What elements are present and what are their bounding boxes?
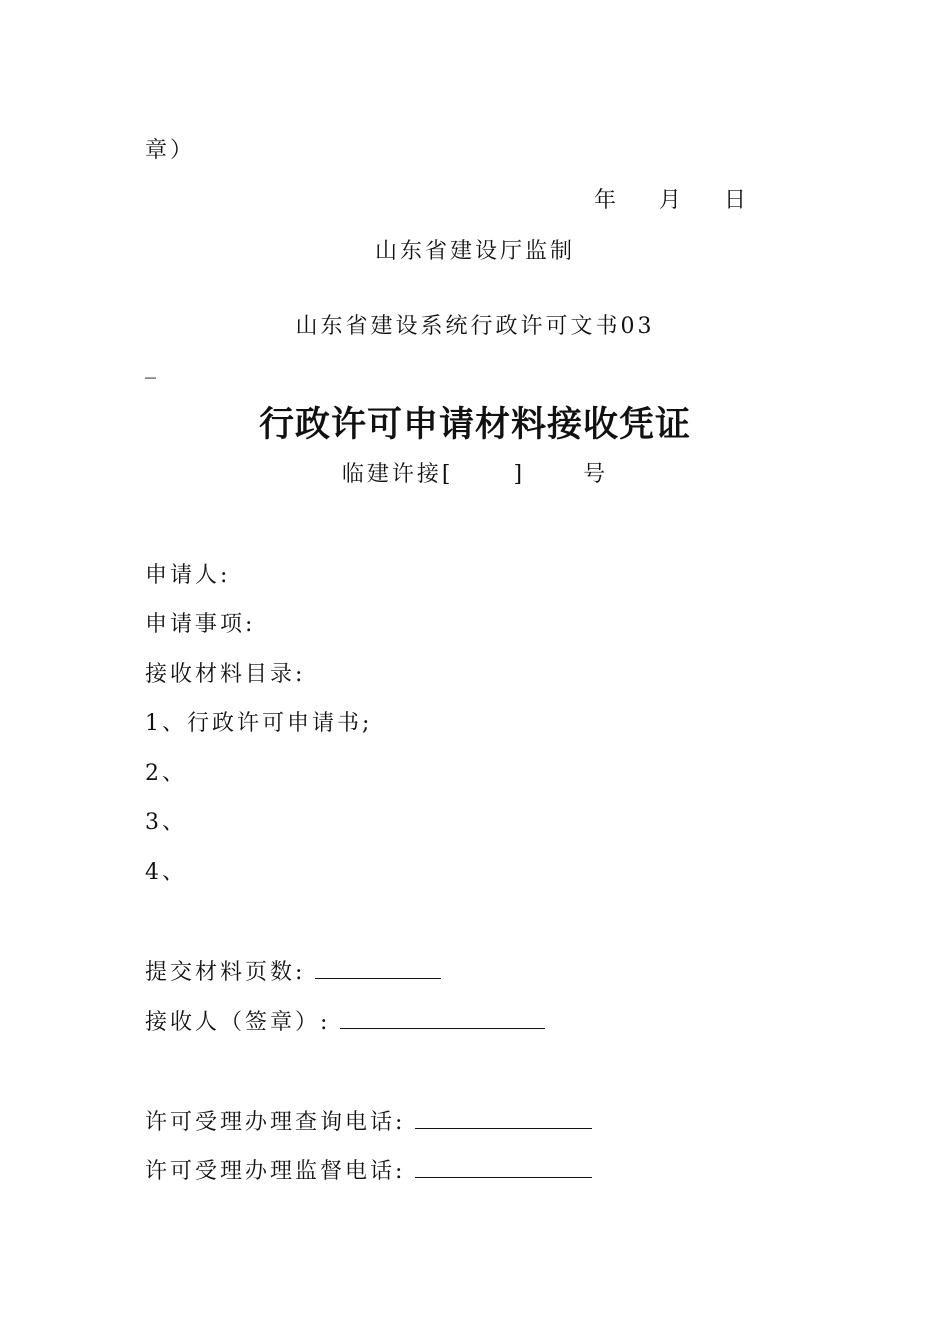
- page-count-blank[interactable]: [315, 958, 441, 979]
- materials-list-label: 接收材料目录:: [145, 662, 306, 687]
- material-item: 2、: [145, 761, 187, 786]
- page-count-label: 提交材料页数:: [145, 960, 306, 985]
- date-month: 月: [659, 188, 685, 213]
- date-day: 日: [724, 188, 750, 213]
- number-prefix: 临建许接[: [341, 462, 454, 487]
- issuer-line: 山东省建设厅监制: [374, 239, 575, 264]
- receiver-label: 接收人（签章）:: [145, 1010, 331, 1035]
- supervision-phone-label: 许可受理办理监督电话:: [145, 1159, 406, 1184]
- inquiry-phone-row: [145, 1108, 592, 1138]
- code-suffix: _: [145, 354, 159, 379]
- material-item: 1、行政许可申请书;: [145, 711, 373, 736]
- page-count-row: [145, 958, 441, 988]
- date-line: [594, 186, 749, 216]
- number-suffix: 号: [583, 462, 609, 487]
- inquiry-phone-blank[interactable]: [415, 1108, 592, 1129]
- material-item: 4、: [145, 860, 187, 885]
- inquiry-phone-label: 许可受理办理查询电话:: [145, 1110, 406, 1135]
- top-fragment: 章）: [145, 138, 196, 163]
- supervision-phone-blank[interactable]: [415, 1157, 592, 1178]
- material-item: 3、: [145, 810, 187, 835]
- receiver-row: [145, 1008, 545, 1038]
- number-line: [0, 460, 950, 490]
- receiver-signature-blank[interactable]: [340, 1008, 545, 1029]
- applicant-label: 申请人:: [145, 563, 231, 588]
- date-year: 年: [594, 188, 620, 213]
- document-title: 行政许可申请材料接收凭证: [258, 404, 691, 445]
- supervision-phone-row: [145, 1157, 592, 1187]
- matter-label: 申请事项:: [145, 612, 256, 637]
- document-code: 山东省建设系统行政许可文书03: [295, 314, 655, 339]
- number-bracket-close: ]: [513, 462, 526, 487]
